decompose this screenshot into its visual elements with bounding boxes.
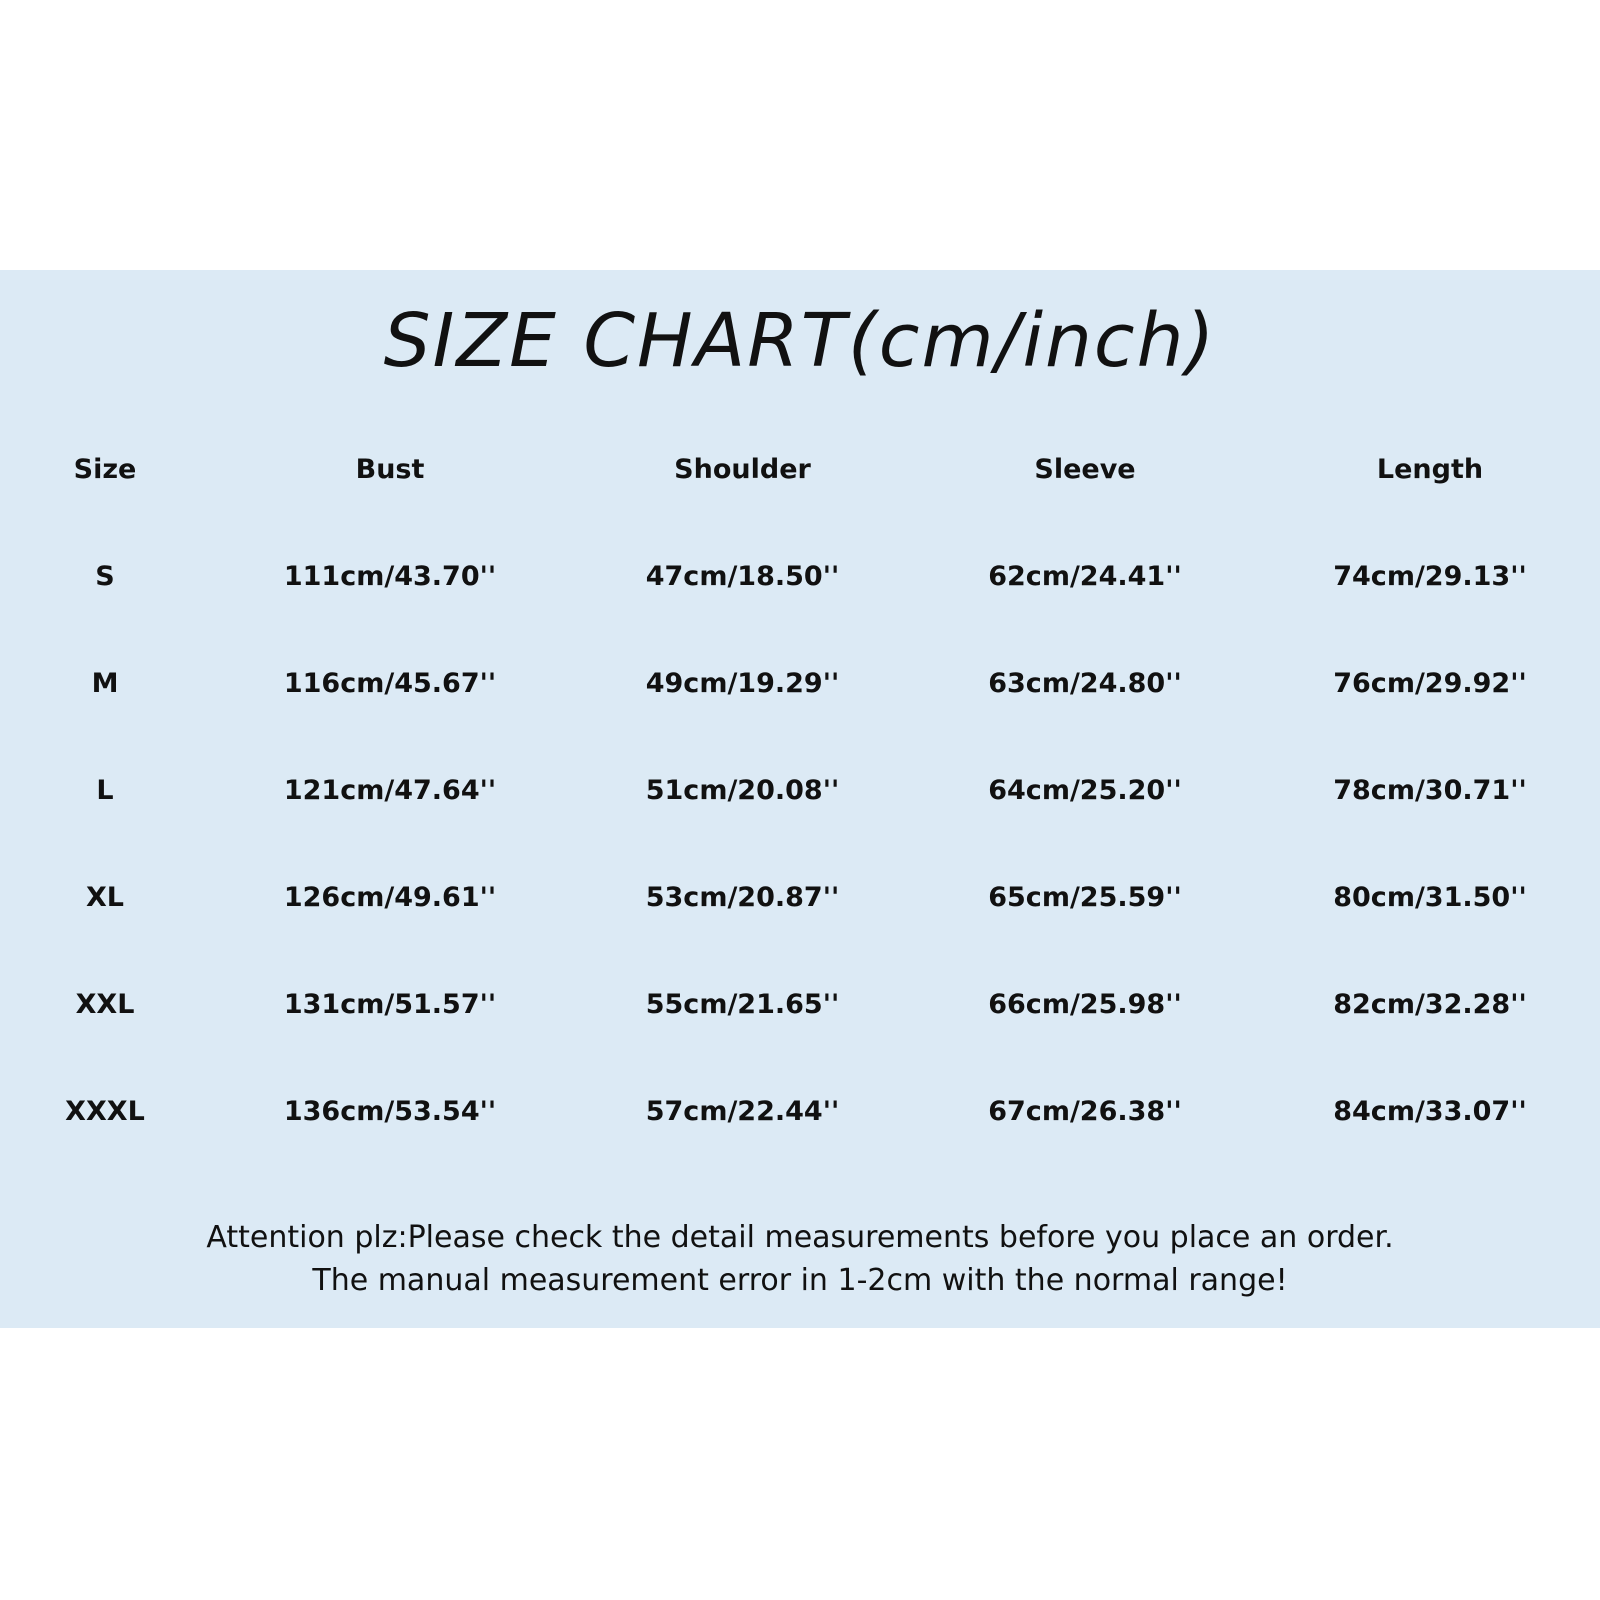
size-cell: S: [95, 561, 115, 592]
shoulder-cell: 49cm/19.29'': [645, 668, 840, 699]
measurement-notes: [0, 1216, 1600, 1302]
size-cell: XL: [85, 882, 125, 913]
length-cell: 80cm/31.50'': [1333, 882, 1527, 913]
bust-cell: 136cm/53.54'': [283, 1096, 497, 1127]
shoulder-cell: 55cm/21.65'': [645, 989, 840, 1020]
sleeve-cell: 66cm/25.98'': [988, 989, 1182, 1020]
table-row: [0, 557, 1600, 664]
chart-title: SIZE CHART(cm/inch): [383, 298, 1217, 384]
table-row: [0, 771, 1600, 878]
table-row: [0, 664, 1600, 771]
length-cell: 76cm/29.92'': [1333, 668, 1527, 699]
bust-cell: 116cm/45.67'': [283, 668, 497, 699]
length-cell: 78cm/30.71'': [1333, 775, 1527, 806]
size-cell: L: [96, 775, 114, 806]
sleeve-cell: 62cm/24.41'': [988, 561, 1182, 592]
table-row: [0, 1092, 1600, 1199]
sleeve-cell: 65cm/25.59'': [988, 882, 1182, 913]
size-cell: XXL: [75, 989, 135, 1020]
error-range-note: The manual measurement error in 1-2cm with the normal range!: [312, 1263, 1288, 1298]
shoulder-cell: 57cm/22.44'': [645, 1096, 840, 1127]
length-cell: 74cm/29.13'': [1333, 561, 1527, 592]
bust-cell: 131cm/51.57'': [283, 989, 497, 1020]
header-shoulder: Shoulder: [674, 454, 811, 485]
sleeve-cell: 67cm/26.38'': [988, 1096, 1182, 1127]
bust-cell: 111cm/43.70'': [283, 561, 497, 592]
table-row: [0, 985, 1600, 1092]
table-header-row: [0, 450, 1600, 557]
size-table: [0, 450, 1600, 1199]
shoulder-cell: 53cm/20.87'': [645, 882, 840, 913]
shoulder-cell: 51cm/20.08'': [645, 775, 840, 806]
header-length: Length: [1376, 454, 1484, 485]
bust-cell: 121cm/47.64'': [283, 775, 497, 806]
size-cell: XXXL: [65, 1096, 145, 1127]
sleeve-cell: 64cm/25.20'': [988, 775, 1182, 806]
length-cell: 82cm/32.28'': [1333, 989, 1527, 1020]
bust-cell: 126cm/49.61'': [283, 882, 497, 913]
table-row: [0, 878, 1600, 985]
header-bust: Bust: [355, 454, 425, 485]
header-size: Size: [73, 454, 137, 485]
size-chart-panel: [0, 270, 1600, 1328]
length-cell: 84cm/33.07'': [1333, 1096, 1527, 1127]
shoulder-cell: 47cm/18.50'': [645, 561, 840, 592]
attention-note: Attention plz:Please check the detail measurements before you place an order.: [206, 1220, 1394, 1255]
sleeve-cell: 63cm/24.80'': [988, 668, 1182, 699]
size-cell: M: [91, 668, 119, 699]
header-sleeve: Sleeve: [1034, 454, 1136, 485]
